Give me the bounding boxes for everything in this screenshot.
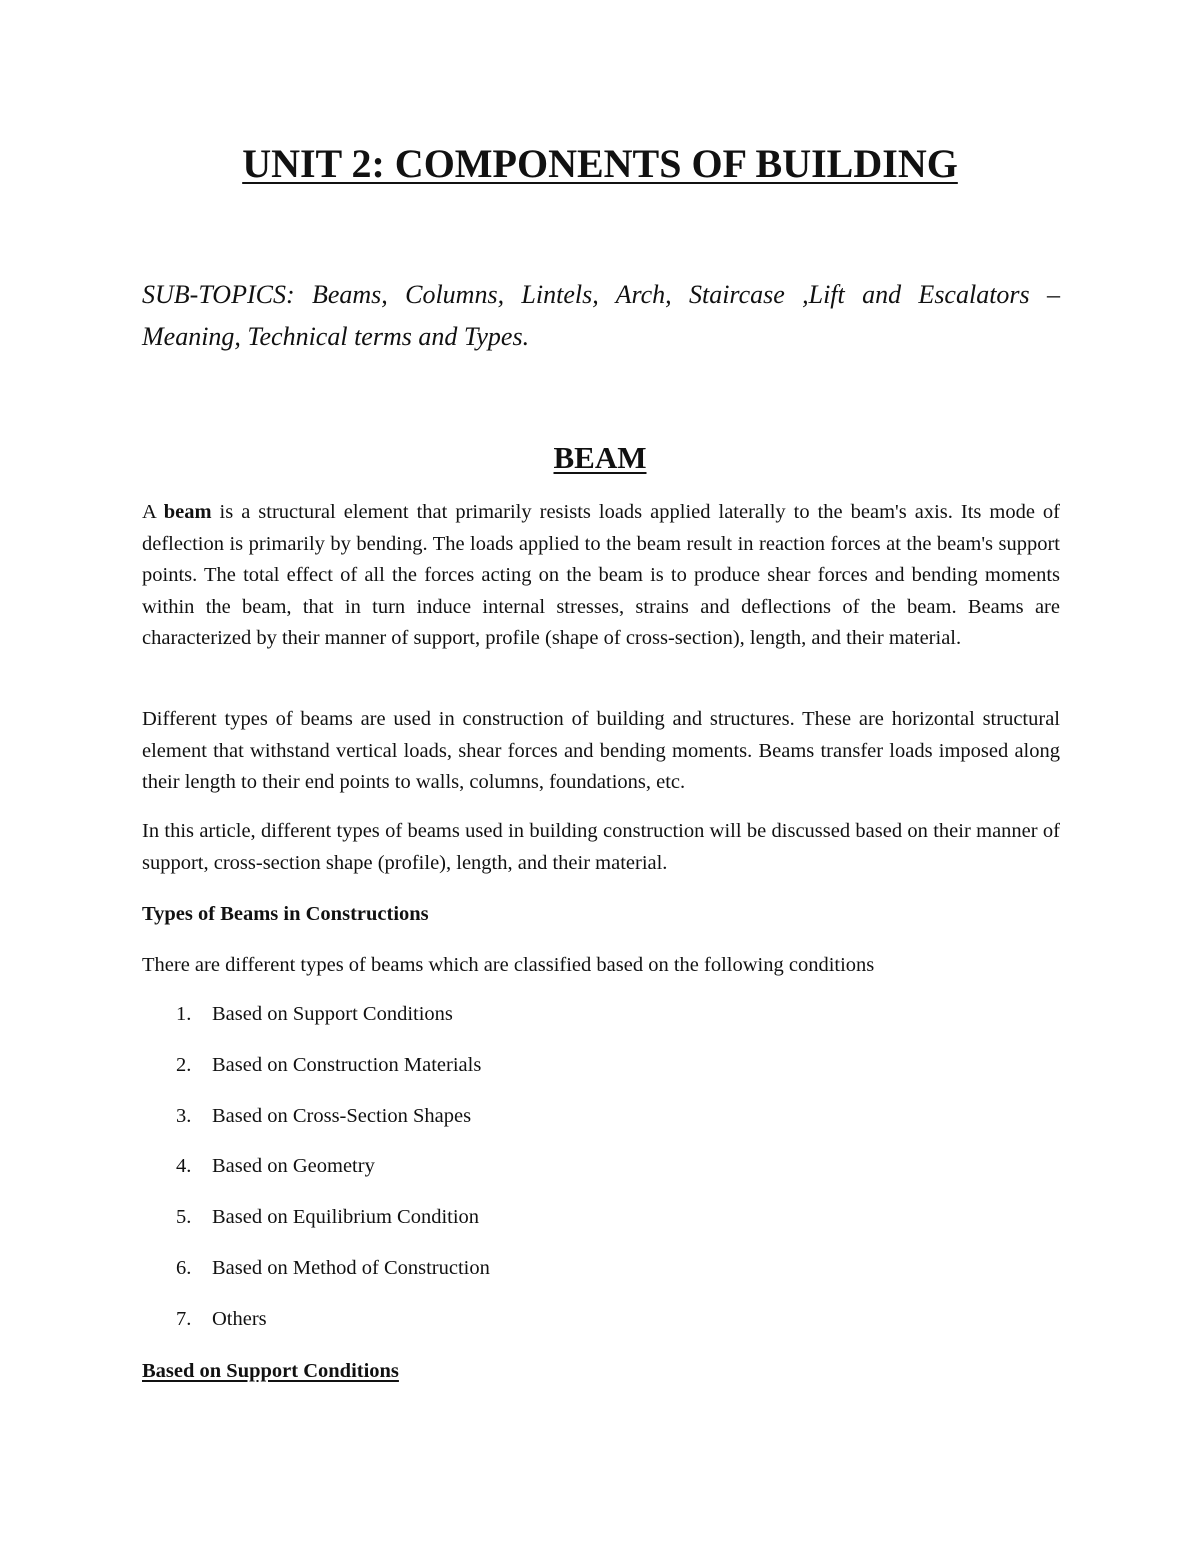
list-item-number: 4. xyxy=(176,1155,192,1178)
list-item-text: Based on Equilibrium Condition xyxy=(212,1206,480,1229)
beam-types-paragraph: Different types of beams are used in construction of building and structures. These are horizontal structural element that withstand vertical loads, shear forces and bending moments. Beams transfer loads imposed along their length to their end points to walls, columns, foundations, etc. xyxy=(142,708,1060,793)
list-item-number: 1. xyxy=(176,1003,192,1025)
list-item-number: 7. xyxy=(176,1307,192,1330)
types-of-beams-heading: Types of Beams in Constructions xyxy=(142,903,429,925)
list-item-number: 2. xyxy=(176,1053,192,1076)
section-heading-beam xyxy=(0,439,1200,477)
list-item-number: 3. xyxy=(176,1104,192,1127)
page-title-text: UNIT 2: COMPONENTS OF BUILDING xyxy=(242,141,958,186)
beam-bold-term: beam xyxy=(163,501,212,523)
list-item-text: Based on Cross-Section Shapes xyxy=(212,1104,472,1127)
list-item-number: 5. xyxy=(176,1206,192,1229)
list-item-text: Based on Geometry xyxy=(212,1155,375,1178)
page-title xyxy=(0,140,1200,188)
paragraph-rest: is a structural element that primarily resists loads applied laterally to the beam's axis. Its mode of deflection is primarily by bending. The loads applied to the beam result in reaction forces at the beam's support points. The total effect of all the forces acting on the beam is to produce shear forces and bending moments within the beam, that in turn induce internal stresses, strains and deflections of the beam. Beams are characterized by their manner of support, profile (shape of cross-section), length, and their material. xyxy=(142,501,1060,649)
support-conditions-heading: Based on Support Conditions xyxy=(142,1360,399,1382)
list-item-number: 6. xyxy=(176,1256,192,1279)
list-item-text: Based on Construction Materials xyxy=(212,1053,482,1076)
subtopics-line: SUB-TOPICS: Beams, Columns, Lintels, Arch, Staircase ,Lift and Escalators – Meaning, Technical terms and Types. xyxy=(142,280,1060,351)
list-item-text: Based on Support Conditions xyxy=(212,1003,453,1025)
beam-definition-paragraph xyxy=(142,497,1060,655)
list-item-text: Based on Method of Construction xyxy=(212,1256,490,1279)
article-intro-paragraph: In this article, different types of beams used in building construction will be discussed based on their manner of support, cross-section shape (profile), length, and their material. xyxy=(142,820,1060,874)
section-heading-beam-text: BEAM xyxy=(553,440,647,475)
list-item-text: Others xyxy=(212,1307,267,1330)
paragraph-lead: A xyxy=(142,501,164,523)
types-intro-line: There are different types of beams which are classified based on the following conditions xyxy=(142,954,875,976)
